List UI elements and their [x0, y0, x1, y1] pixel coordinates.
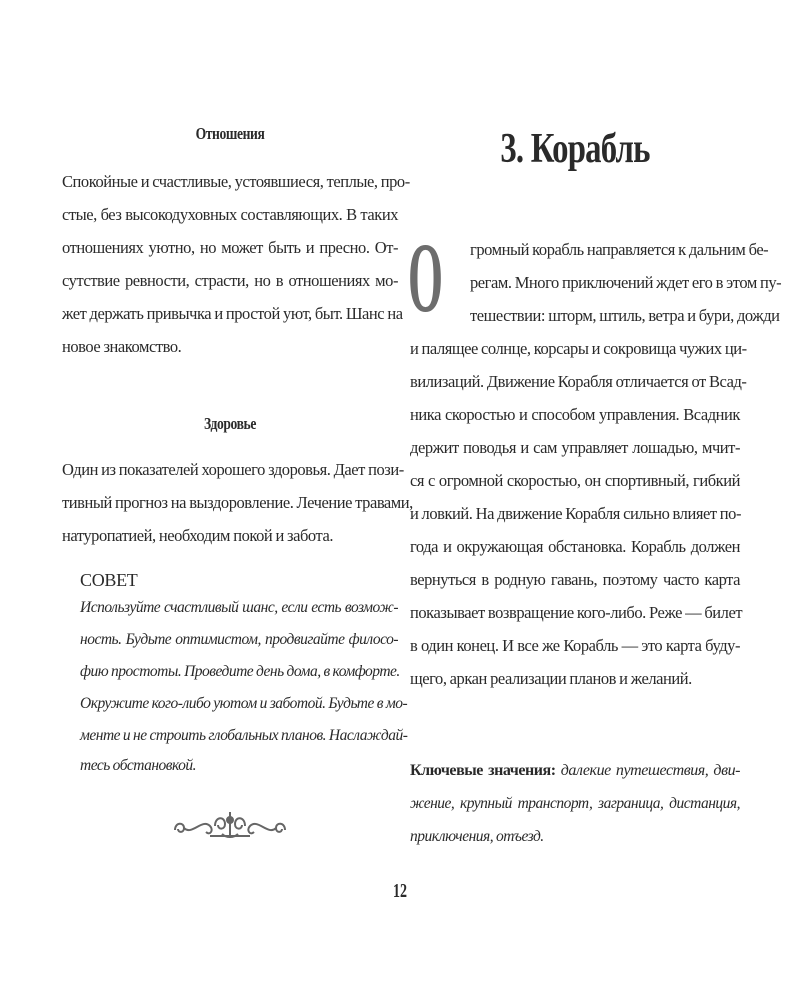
- text-line: натуропатией, необходим покой и забота.: [62, 526, 333, 545]
- text-line: Окружите кого-либо уютом и заботой. Будьте в мо-: [80, 695, 408, 712]
- text-line: и ловкий. На движение Корабля сильно влияет по-: [410, 504, 742, 523]
- text-line: Спокойные и счастливые, устоявшиеся, теплые, про-: [62, 172, 410, 191]
- text-line: громный корабль направляется к дальним бе-: [470, 240, 769, 259]
- text-line: фию простоты. Проведите день дома, в комфорте.: [80, 663, 400, 680]
- text-line: ся с огромной скоростью, он спортивный, гибкий: [410, 471, 740, 490]
- text-line: сутствие ревности, страсти, но в отношениях мо-: [62, 271, 398, 290]
- key-meanings-label: Ключевые значения:: [410, 762, 556, 779]
- text-line: приключения, отъезд.: [410, 828, 544, 845]
- text-line: ника скоростью и способом управления. Всадник: [410, 405, 740, 424]
- text-line: ность. Будьте оптимистом, продвигайте филосо-: [80, 631, 398, 648]
- text-line: и палящее солнце, корсары и сокровища чужих ци-: [410, 339, 747, 358]
- text-line: Используйте счастливый шанс, если есть возмож-: [80, 599, 398, 616]
- advice-heading: СОВЕТ: [80, 570, 138, 590]
- text-line: новое знакомство.: [62, 337, 182, 356]
- text-line: вернуться в родную гавань, поэтому часто карта: [410, 570, 740, 589]
- text-line: менте и не строить глобальных планов. Наслаждай-: [80, 727, 408, 744]
- text-line: жение, крупный транспорт, заграница, дистанция,: [410, 795, 740, 812]
- text-line: Один из показателей хорошего здоровья. Дает пози-: [62, 460, 404, 479]
- floral-vignette-icon: [170, 808, 290, 849]
- text-line: регам. Много приключений ждет его в этом пу-: [470, 273, 782, 292]
- text-line: тесь обстановкой.: [80, 757, 197, 774]
- section-heading-relations: Отношения: [195, 124, 265, 143]
- text-line: щего, аркан реализации планов и желаний.: [410, 669, 692, 688]
- text-line: [410, 762, 740, 786]
- text-line: вилизаций. Движение Корабля отличается от Всад-: [410, 372, 747, 391]
- drop-cap: О: [408, 222, 444, 333]
- section-heading-health: Здоровье: [204, 414, 256, 433]
- key-meanings-text: далекие путешествия, дви-: [560, 762, 740, 779]
- text-line: года и окружающая обстановка. Корабль должен: [410, 537, 740, 556]
- text-line: стые, без высокодуховных составляющих. В таких: [62, 205, 398, 224]
- text-line: отношениях уютно, но может быть и пресно. От-: [62, 238, 398, 257]
- text-line: держит поводья и сам управляет лошадью, мчит-: [410, 438, 740, 457]
- text-line: в один конец. И все же Корабль — это карта буду-: [410, 636, 740, 655]
- text-line: тешествии: шторм, штиль, ветра и бури, дожди: [470, 306, 780, 325]
- text-line: жет держать привычка и простой уют, быт. Шанс на: [62, 304, 403, 323]
- page-number: 12: [393, 880, 407, 902]
- text-line: показывает возвращение кого-либо. Реже — билет: [410, 603, 743, 622]
- chapter-title: 3. Корабль: [500, 126, 650, 172]
- text-line: тивный прогноз на выздоровление. Лечение травами,: [62, 493, 413, 512]
